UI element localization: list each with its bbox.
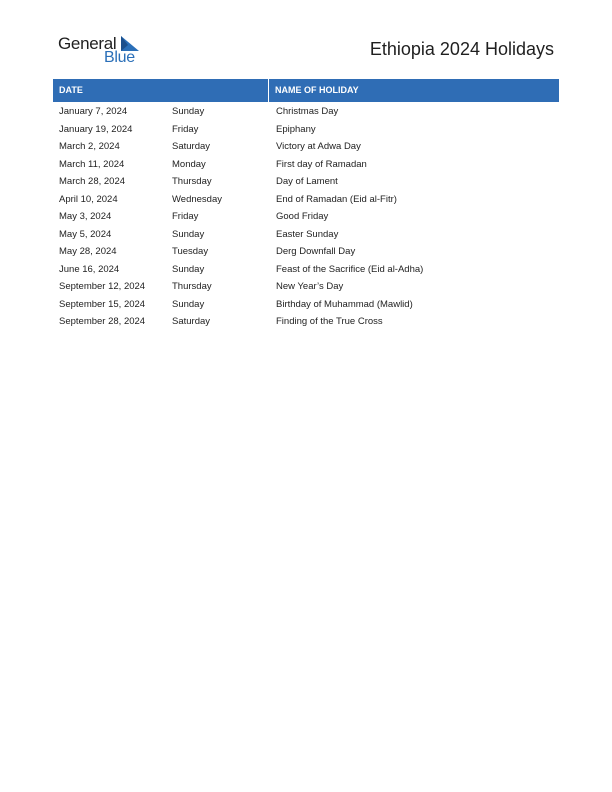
holiday-weekday: Thursday — [172, 176, 212, 187]
holiday-name: Epiphany — [276, 123, 316, 135]
holidays-table — [53, 79, 559, 331]
holiday-date: January 19, 2024 — [59, 123, 133, 135]
table-row — [53, 261, 559, 279]
table-row — [53, 243, 559, 261]
table-row — [53, 296, 559, 314]
holiday-name: Birthday of Muhammad (Mawlid) — [276, 298, 413, 310]
holiday-date: March 11, 2024 — [59, 158, 125, 170]
holiday-date: May 3, 2024 — [59, 211, 112, 222]
holiday-name: Christmas Day — [276, 106, 339, 117]
holiday-weekday: Saturday — [172, 316, 211, 327]
holiday-weekday: Sunday — [172, 298, 205, 310]
holiday-weekday: Monday — [172, 158, 206, 170]
table-header — [53, 79, 559, 102]
holiday-name: Day of Lament — [276, 176, 338, 187]
holiday-weekday: Friday — [172, 211, 199, 222]
holiday-weekday: Tuesday — [172, 246, 209, 257]
table-row — [53, 121, 559, 139]
holiday-date: May 5, 2024 — [59, 228, 112, 240]
holiday-date: September 12, 2024 — [59, 281, 146, 292]
holiday-weekday: Saturday — [172, 141, 211, 152]
logo-word-blue: Blue — [104, 49, 135, 66]
column-header-holiday: NAME OF HOLIDAY — [275, 85, 359, 95]
holiday-date: April 10, 2024 — [59, 193, 118, 205]
holiday-date: September 28, 2024 — [59, 316, 146, 327]
holiday-weekday: Thursday — [172, 281, 212, 292]
holiday-date: March 2, 2024 — [59, 141, 120, 152]
holiday-name: End of Ramadan (Eid al-Fitr) — [276, 193, 397, 205]
holiday-date: January 7, 2024 — [59, 106, 128, 117]
table-row — [53, 103, 559, 121]
logo-word-general: General — [58, 34, 117, 53]
table-row — [53, 278, 559, 296]
table-row — [53, 191, 559, 209]
logo — [58, 34, 148, 68]
holiday-name: Finding of the True Cross — [276, 316, 383, 327]
holiday-weekday: Sunday — [172, 228, 205, 240]
table-row — [53, 173, 559, 191]
holiday-weekday: Friday — [172, 123, 199, 135]
table-row — [53, 138, 559, 156]
table-body — [53, 102, 559, 331]
table-row — [53, 313, 559, 331]
holiday-name: First day of Ramadan — [276, 158, 367, 170]
holiday-name: Easter Sunday — [276, 228, 339, 240]
holiday-date: May 28, 2024 — [59, 246, 117, 257]
holiday-date: March 28, 2024 — [59, 176, 126, 187]
table-row — [53, 208, 559, 226]
holiday-weekday: Sunday — [172, 263, 205, 275]
holiday-date: June 16, 2024 — [59, 263, 120, 275]
holiday-name: Good Friday — [276, 211, 329, 222]
holiday-name: New Year’s Day — [276, 281, 344, 292]
table-row — [53, 156, 559, 174]
column-header-date: DATE — [53, 79, 269, 102]
holiday-name: Victory at Adwa Day — [276, 141, 361, 152]
holiday-weekday: Sunday — [172, 106, 205, 117]
page-title: Ethiopia 2024 Holidays — [369, 39, 554, 59]
holiday-weekday: Wednesday — [172, 193, 222, 205]
holiday-date: September 15, 2024 — [59, 298, 146, 310]
holiday-name: Feast of the Sacrifice (Eid al-Adha) — [276, 263, 424, 275]
table-row — [53, 226, 559, 244]
holiday-name: Derg Downfall Day — [276, 246, 356, 257]
